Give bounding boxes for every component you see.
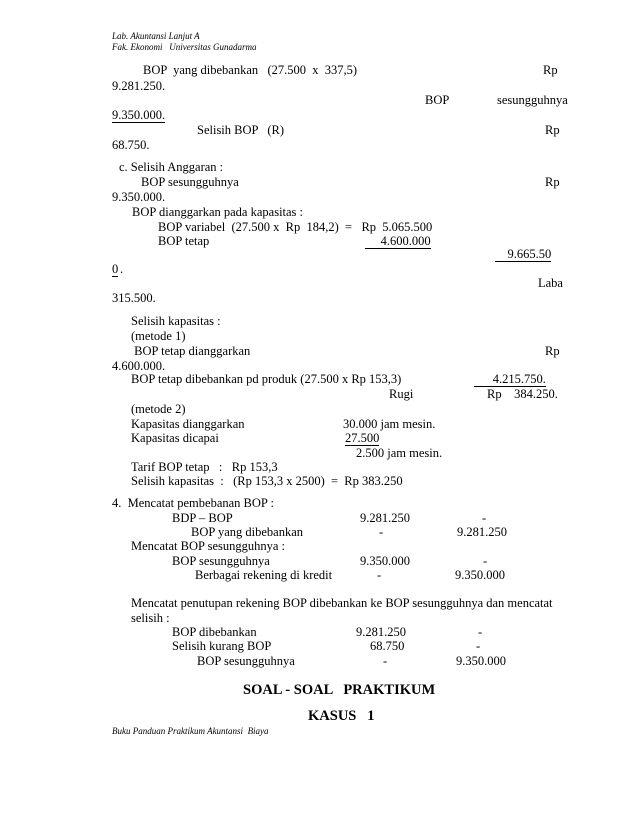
text-line: BOP dibebankan — [172, 625, 257, 639]
text-line: . — [120, 262, 124, 276]
heading-soal-praktikum: SOAL - SOAL PRAKTIKUM — [243, 682, 436, 698]
text-line: BOP sesungguhnya — [197, 654, 295, 668]
text-line: BOP tetap dianggarkan — [131, 344, 251, 358]
text-line: 9.281.250 — [360, 511, 410, 525]
text-line: 4. Mencatat pembebanan BOP : — [112, 496, 274, 510]
text-line: Berbagai rekening di kredit — [195, 568, 333, 582]
text-line: 9.350.000 — [360, 554, 410, 568]
text-line: Mencatat BOP sesungguhnya : — [131, 539, 286, 553]
text-line: BOP yang dibebankan — [191, 525, 304, 539]
text-line: Tarif BOP tetap : Rp 153,3 — [131, 460, 278, 474]
text-line: BDP – BOP — [172, 511, 233, 525]
text-line: BOP sesungguhnya — [141, 175, 239, 189]
text-line: 27.500 — [345, 431, 380, 445]
text-line: Rp — [545, 344, 560, 358]
text-line: 30.000 jam mesin. — [343, 417, 436, 431]
text-line: (metode 2) — [131, 402, 186, 416]
text-line: 9.665.50 — [495, 247, 552, 261]
text-line: 4.215.750. — [474, 372, 546, 386]
text-line: - — [483, 554, 488, 568]
text-line: BOP yang dibebankan (27.500 x 337,5) — [143, 63, 358, 77]
text-line: 9.350.000 — [456, 654, 506, 668]
text-line: 2.500 jam mesin. — [356, 446, 443, 460]
text-line: 0 — [112, 262, 119, 276]
text-line: Selisih kurang BOP — [172, 639, 272, 653]
text-line: 9.281.250 — [457, 525, 507, 539]
text-line: Rp — [545, 123, 560, 137]
text-line: BOP — [425, 93, 450, 107]
text-line: 68.750 — [370, 639, 405, 653]
text-line: 9.350.000. — [112, 108, 166, 122]
text-line: - — [476, 639, 481, 653]
text-line: 4.600.000 — [365, 234, 431, 248]
text-line: 9.350.000 — [455, 568, 505, 582]
text-line: Rugi — [389, 387, 414, 401]
heading-kasus: KASUS 1 — [308, 708, 375, 724]
text-line: - — [478, 625, 483, 639]
text-line: 9.281.250 — [356, 625, 406, 639]
text-line: - — [377, 568, 382, 582]
footer-book-title: Buku Panduan Praktikum Akuntansi Biaya — [112, 726, 269, 736]
text-line: Selisih BOP (R) — [197, 123, 285, 137]
text-line: - — [379, 525, 384, 539]
text-line: sesungguhnya — [497, 93, 568, 107]
text-line: - — [482, 511, 487, 525]
text-line: Laba — [538, 276, 563, 290]
text-line: Rp 384.250. — [487, 387, 558, 401]
text-line: Rp — [543, 63, 558, 77]
text-line: Selisih kapasitas : (Rp 153,3 x 2500) = Rp 383.250 — [131, 474, 403, 488]
text-line: BOP tetap dibebankan pd produk (27.500 x Rp 153,3) — [131, 372, 402, 386]
text-line: BOP dianggarkan pada kapasitas : — [132, 205, 304, 219]
text-line: Selisih kapasitas : — [131, 314, 221, 328]
text-line: 68.750. — [112, 138, 150, 152]
text-line: Rp — [545, 175, 560, 189]
text-line: Kapasitas dicapai — [131, 431, 219, 445]
text-line: Kapasitas dianggarkan — [131, 417, 245, 431]
text-line: 4.600.000. — [112, 359, 166, 373]
text-line: 315.500. — [112, 291, 156, 305]
text-line: 9.350.000. — [112, 190, 166, 204]
text-line: c. Selisih Anggaran : — [119, 160, 224, 174]
text-line: selisih : — [131, 611, 170, 625]
text-line: BOP tetap — [158, 234, 210, 248]
text-line: - — [383, 654, 388, 668]
text-line: Mencatat penutupan rekening BOP dibebankan ke BOP sesungguhnya dan mencatat — [131, 596, 553, 610]
text-line: 9.281.250. — [112, 79, 166, 93]
header-lab: Lab. Akuntansi Lanjut A — [112, 31, 200, 41]
text-line: BOP sesungguhnya — [172, 554, 270, 568]
text-line: (metode 1) — [131, 329, 186, 343]
text-line: BOP variabel (27.500 x Rp 184,2) = Rp 5.065.500 — [158, 220, 433, 234]
header-faculty: Fak. Ekonomi Universitas Gunadarma — [112, 42, 257, 52]
